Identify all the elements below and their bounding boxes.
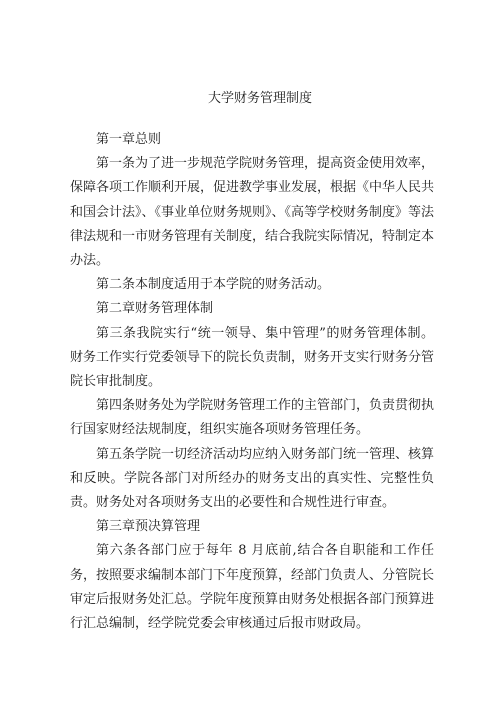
- chapter-heading-2: 第二章财务管理体制: [96, 301, 214, 317]
- chapter-heading-1: 第一章总则: [96, 132, 162, 147]
- article-4: 第四条财务处为学院财务管理工作的主管部门，负责贯彻执行国家财经法规制度，组织实施各项财务管理任务。: [70, 398, 435, 438]
- article-3: 第三条我院实行“统一领导、集中管理”的财务管理体制。财务工作实行党委领导下的院长负责制，财务开支实行财务分管院长审批制度。: [70, 325, 435, 390]
- article-1: 第一条为了进一步规范学院财务管理，提高资金使用效率，保障各项工作顺利开展，促进教学事业发展，根据《中华人民共和国会计法》、《事业单位财务规则》、《高等学校财务制度》等法律法规和一市财务管理有关制度，结合我院实际情况，特制定本办法。: [70, 156, 435, 269]
- document-title: 大学财务管理制度: [207, 91, 312, 106]
- article-6: 第六条各部门应于每年 8 月底前,结合各自职能和工作任务，按照要求编制本部门下年度预算，经部门负责人、分管院长审定后报财务处汇总。学院年度预算由财务处根据各部门预算进行汇总编制，经学院党委会审核通过后报市财政局。: [70, 543, 435, 632]
- article-2: 第二条本制度适用于本学院的财务活动。: [96, 277, 331, 293]
- article-5: 第五条学院一切经济活动均应纳入财务部门统一管理、核算和反映。学院各部门对所经办的财务支出的真实性、完整性负责。财务处对各项财务支出的必要性和合规性进行审查。: [70, 446, 435, 511]
- chapter-heading-3: 第三章预决算管理: [96, 519, 201, 535]
